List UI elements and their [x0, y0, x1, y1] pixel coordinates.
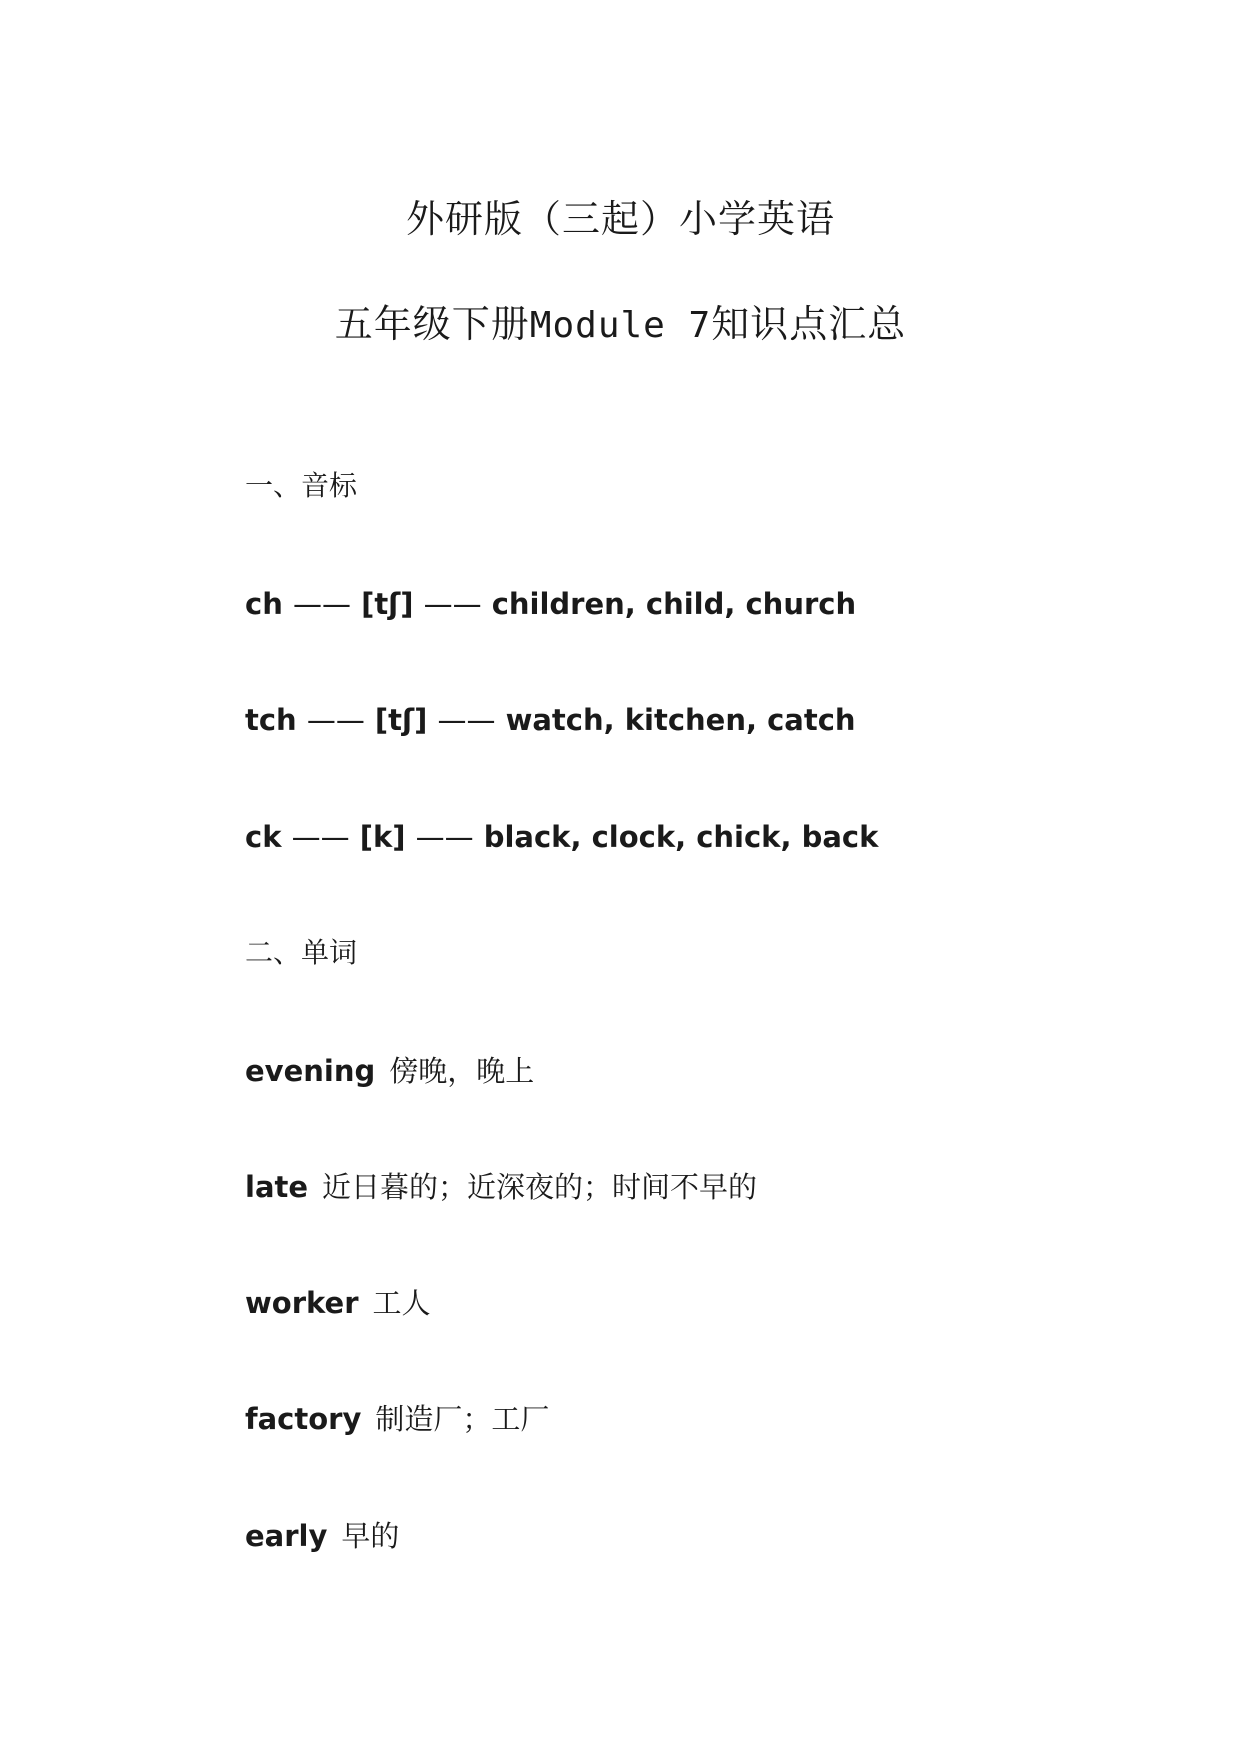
vocab-word: early — [245, 1519, 328, 1553]
vocab-word: late — [245, 1170, 309, 1204]
vocab-row-worker — [245, 1286, 431, 1320]
vocab-meaning: 制造厂；工厂 — [375, 1402, 550, 1436]
phonics-examples: watch, kitchen, catch — [505, 703, 856, 737]
phonics-letters: tch — [245, 703, 297, 737]
phonics-row-ck — [245, 820, 879, 854]
phonics-dash: —— — [437, 703, 496, 737]
section-heading-phonics: 一、音标 — [245, 469, 358, 502]
phonics-letters: ck — [245, 820, 282, 854]
phonics-letters: ch — [245, 587, 283, 621]
document-title-line2 — [0, 302, 1241, 346]
phonics-sound: [tʃ] — [361, 587, 414, 621]
phonics-examples: black, clock, chick, back — [483, 820, 879, 854]
phonics-sound: [tʃ] — [374, 703, 428, 737]
section-heading-words: 二、单词 — [245, 936, 358, 969]
phonics-examples: children, child, church — [491, 587, 857, 621]
vocab-row-early — [245, 1519, 400, 1553]
title-summary-text: 知识点汇总 — [711, 302, 907, 346]
vocab-word: worker — [245, 1286, 359, 1320]
vocab-word: evening — [245, 1054, 376, 1088]
phonics-sound: [k] — [359, 820, 406, 854]
phonics-row-ch — [245, 587, 857, 621]
vocab-row-evening — [245, 1054, 535, 1088]
vocab-meaning: 傍晚，晚上 — [389, 1054, 535, 1088]
vocab-meaning: 工人 — [372, 1286, 431, 1320]
document-title-line1: 外研版（三起）小学英语 — [405, 197, 835, 241]
phonics-dash: —— — [306, 703, 365, 737]
vocab-row-factory — [245, 1402, 550, 1436]
vocab-word: factory — [245, 1402, 362, 1436]
phonics-row-tch — [245, 703, 856, 737]
vocab-meaning: 早的 — [341, 1519, 400, 1553]
phonics-dash: —— — [423, 587, 482, 621]
phonics-dash: —— — [292, 587, 351, 621]
phonics-dash: —— — [291, 820, 350, 854]
title-module-text: Module 7 — [529, 305, 712, 346]
phonics-dash: —— — [415, 820, 474, 854]
vocab-row-late — [245, 1170, 758, 1204]
title-grade-text: 五年级下册 — [334, 302, 530, 346]
vocab-meaning: 近日暮的；近深夜的；时间不早的 — [322, 1170, 758, 1204]
